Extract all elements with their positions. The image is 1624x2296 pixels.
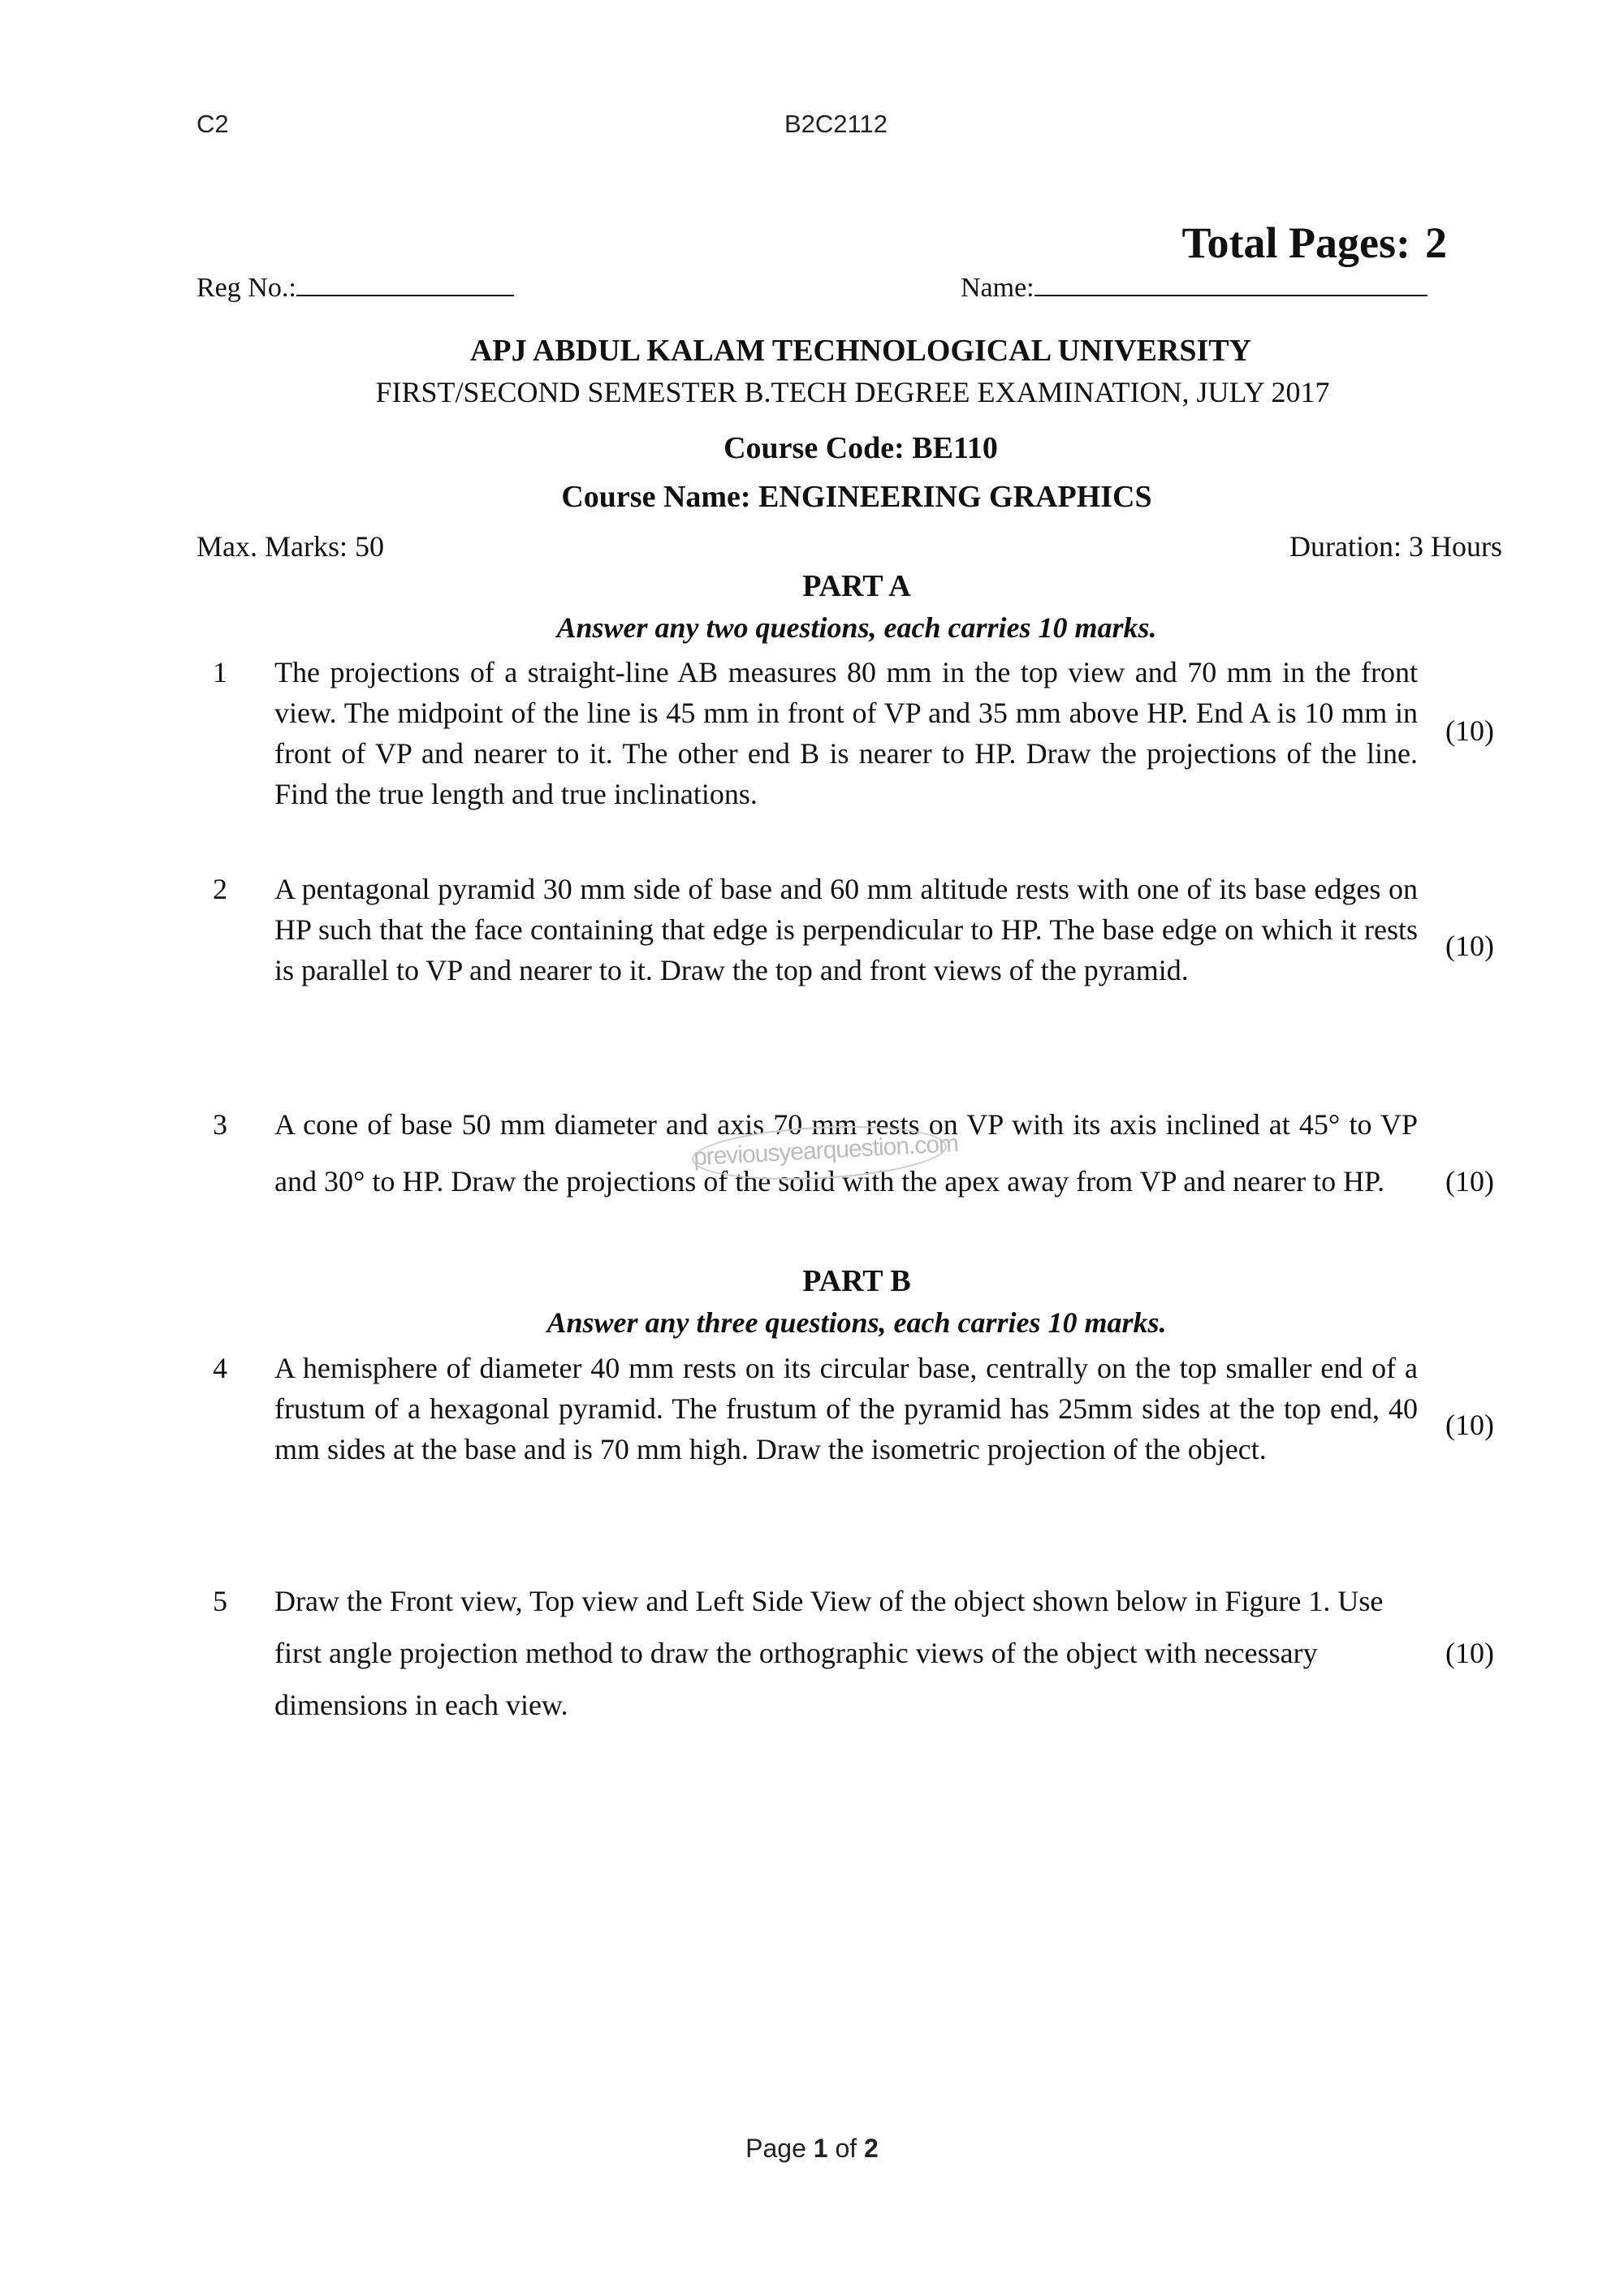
question-marks: (10) [1445, 1637, 1494, 1669]
total-pages [1182, 218, 1448, 268]
part-b-title: PART B [802, 1264, 911, 1298]
footer-total-pages: 2 [864, 2134, 879, 2163]
question-number: 3 [213, 1108, 227, 1141]
part-a-title: PART A [802, 569, 911, 603]
page-footer [0, 2134, 1624, 2164]
name-field [961, 273, 1427, 304]
duration: Duration: 3 Hours [1289, 530, 1502, 563]
university-title: APJ ABDUL KALAM TECHNOLOGICAL UNIVERSITY [469, 334, 1252, 368]
question-marks: (10) [1445, 1165, 1494, 1198]
part-b-instruction: Answer any three questions, each carries 10 marks. [546, 1306, 1167, 1339]
question-number: 1 [213, 656, 227, 688]
marks-duration-row [197, 529, 1502, 563]
question-number: 4 [213, 1352, 227, 1384]
question-text: Draw the Front view, Top view and Left Side View of the object shown below in Figure 1. Use first angle projection method to draw the orthographic views of the object with necessary dimensions in each view. [274, 1585, 1384, 1721]
total-pages-value: 2 [1425, 218, 1447, 267]
question-marks: (10) [1445, 930, 1494, 962]
reg-no-label: Reg No.: [197, 273, 296, 303]
course-name: Course Name: ENGINEERING GRAPHICS [561, 480, 1152, 514]
header-left-code: C2 [197, 110, 229, 138]
question-text: A hemisphere of diameter 40 mm rests on its circular base, centrally on the top smaller end of a frustum of a hexagonal pyramid. The frustum of the pyramid has 25mm sides at the top end, 40 mm sides at the base and is 70 mm high. Draw the isometric projection of the object. [274, 1352, 1418, 1465]
question-marks: (10) [1445, 1409, 1494, 1441]
question-number: 5 [213, 1585, 227, 1617]
question-text: A cone of base 50 mm diameter and axis 70 mm rests on VP with its axis inclined at 45° to VP and 30° to HP. Draw the projections of the solid with the apex away from VP and nearer to HP. [274, 1108, 1418, 1198]
footer-middle: of [827, 2134, 865, 2163]
footer-current-page: 1 [813, 2134, 828, 2163]
header-paper-code: B2C2112 [784, 110, 888, 138]
name-label: Name: [961, 273, 1034, 303]
max-marks: Max. Marks: 50 [197, 530, 384, 563]
reg-no-field [197, 273, 514, 304]
question-number: 2 [213, 873, 227, 905]
reg-no-blank [296, 275, 514, 296]
question-text: A pentagonal pyramid 30 mm side of base and 60 mm altitude rests with one of its base edges on HP such that the face containing that edge is perpendicular to HP. The base edge on which it rests is parallel to VP and nearer to it. Draw the top and front views of the pyramid. [274, 873, 1418, 986]
footer-prefix: Page [745, 2134, 814, 2163]
name-blank [1034, 275, 1427, 296]
exam-title: FIRST/SECOND SEMESTER B.TECH DEGREE EXAMINATION, JULY 2017 [375, 376, 1330, 408]
watermark-stamp: previousyearquestion.com [691, 1120, 948, 1185]
course-code: Course Code: BE110 [723, 431, 998, 465]
total-pages-label: Total Pages: [1181, 218, 1410, 267]
question-marks: (10) [1445, 714, 1494, 747]
question-text: The projections of a straight-line AB measures 80 mm in the top view and 70 mm in the front view. The midpoint of the line is 45 mm in front of VP and 35 mm above HP. End A is 10 mm in front of VP and nearer to it. The other end B is nearer to HP. Draw the projections of the line. Find the true length and true inclinations. [274, 656, 1418, 810]
part-a-instruction: Answer any two questions, each carries 10 marks. [556, 611, 1157, 644]
